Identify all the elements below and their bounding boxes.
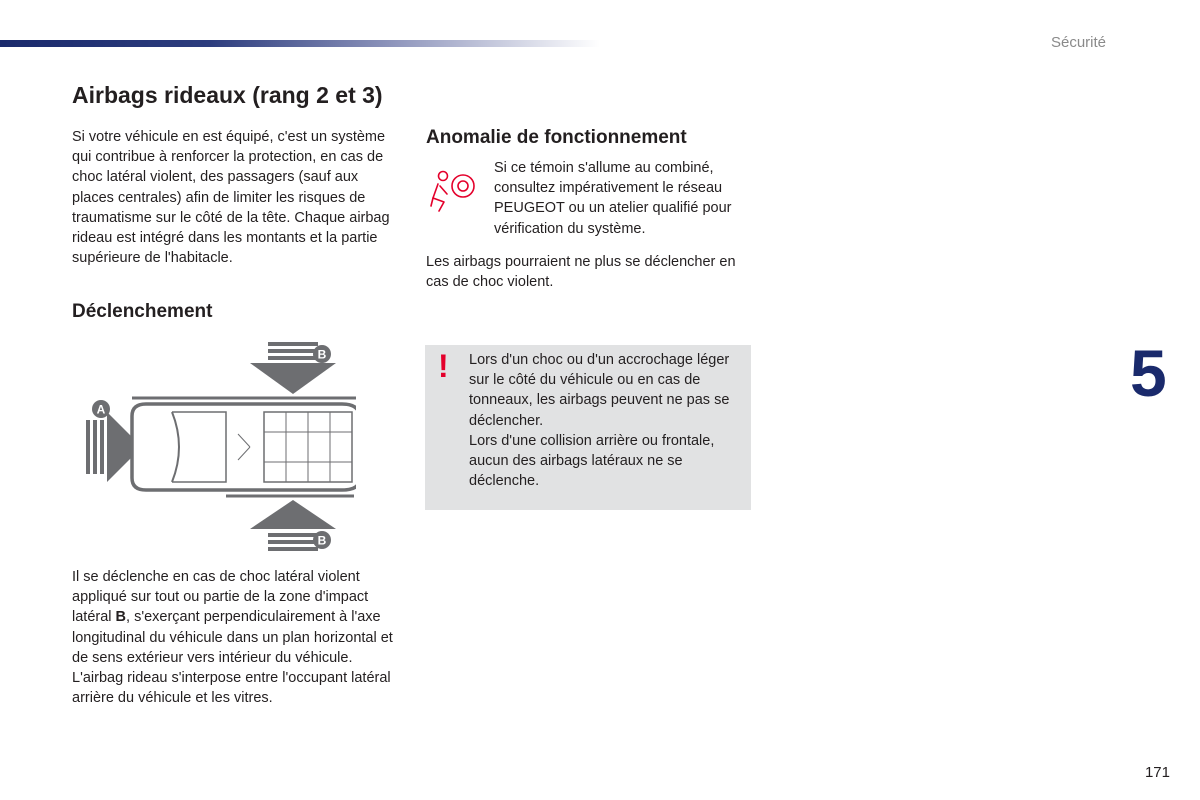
warning-lamp-text: Si ce témoin s'allume au combiné, consultez impérativement le réseau PEUGEOT ou un atelier qualifié pour vérification du système. xyxy=(494,160,732,237)
label-b-top-badge xyxy=(313,345,331,363)
deploy-text-1 xyxy=(72,567,402,668)
page-title: Airbags rideaux (rang 2 et 3) xyxy=(72,82,383,108)
chapter-number: 5 xyxy=(1130,336,1167,410)
section-label: Sécurité xyxy=(1050,34,1106,51)
svg-text:A: A xyxy=(96,402,106,417)
deploy-text-1c: , s'exerçant perpendiculairement à l'axe longitudinal du véhicule dans un plan horizontal et de sens extérieur vers intérieur du véhicule. xyxy=(72,609,393,666)
deploy-text-1a: Il se déclenche en cas de choc latéral violent appliqué sur tout ou partie de la zone d'impact latéral xyxy=(72,569,369,626)
warning-exclamation-icon: ! xyxy=(438,348,449,384)
header-accent-bar xyxy=(0,40,600,47)
label-b-bottom-badge xyxy=(313,531,331,549)
anomaly-heading: Anomalie de fonctionnement xyxy=(426,127,687,148)
deploy-paragraph xyxy=(72,567,402,708)
warning-note xyxy=(425,345,751,510)
warning-note-line-2: Lors d'une collision arrière ou frontale, aucun des airbags latéraux ne se déclenche. xyxy=(469,432,715,490)
airbag-warning-icon xyxy=(430,168,476,214)
svg-text:B: B xyxy=(317,533,327,548)
impact-zone-diagram xyxy=(86,338,356,556)
deploy-heading: Déclenchement xyxy=(72,301,213,322)
anomaly-text: Les airbags pourraient ne plus se déclencher en cas de choc violent. xyxy=(426,254,736,291)
page-number: 171 xyxy=(1144,764,1170,781)
warning-note-text xyxy=(469,350,744,491)
label-a-badge xyxy=(92,400,110,418)
deploy-zone-b: B xyxy=(115,609,127,626)
van-body xyxy=(132,398,356,490)
intro-paragraph: Si votre véhicule en est équipé, c'est un système qui contribue à renforcer la protection, en cas de choc latéral violent, des passagers (sauf aux places centrales) afin de limiter les risques de traumatisme sur le côté de la tête. Chaque airbag rideau est intégré dans les montants et la partie supérieure de l'habitacle. xyxy=(72,129,390,267)
svg-text:B: B xyxy=(317,347,327,362)
deploy-text-2: L'airbag rideau s'interpose entre l'occupant latéral arrière du véhicule et les vitres. xyxy=(72,670,391,707)
warning-note-line-1: Lors d'un choc ou d'un accrochage léger sur le côté du véhicule ou en cas de tonneaux, les airbags peuvent ne pas se déclencher. xyxy=(469,352,730,429)
